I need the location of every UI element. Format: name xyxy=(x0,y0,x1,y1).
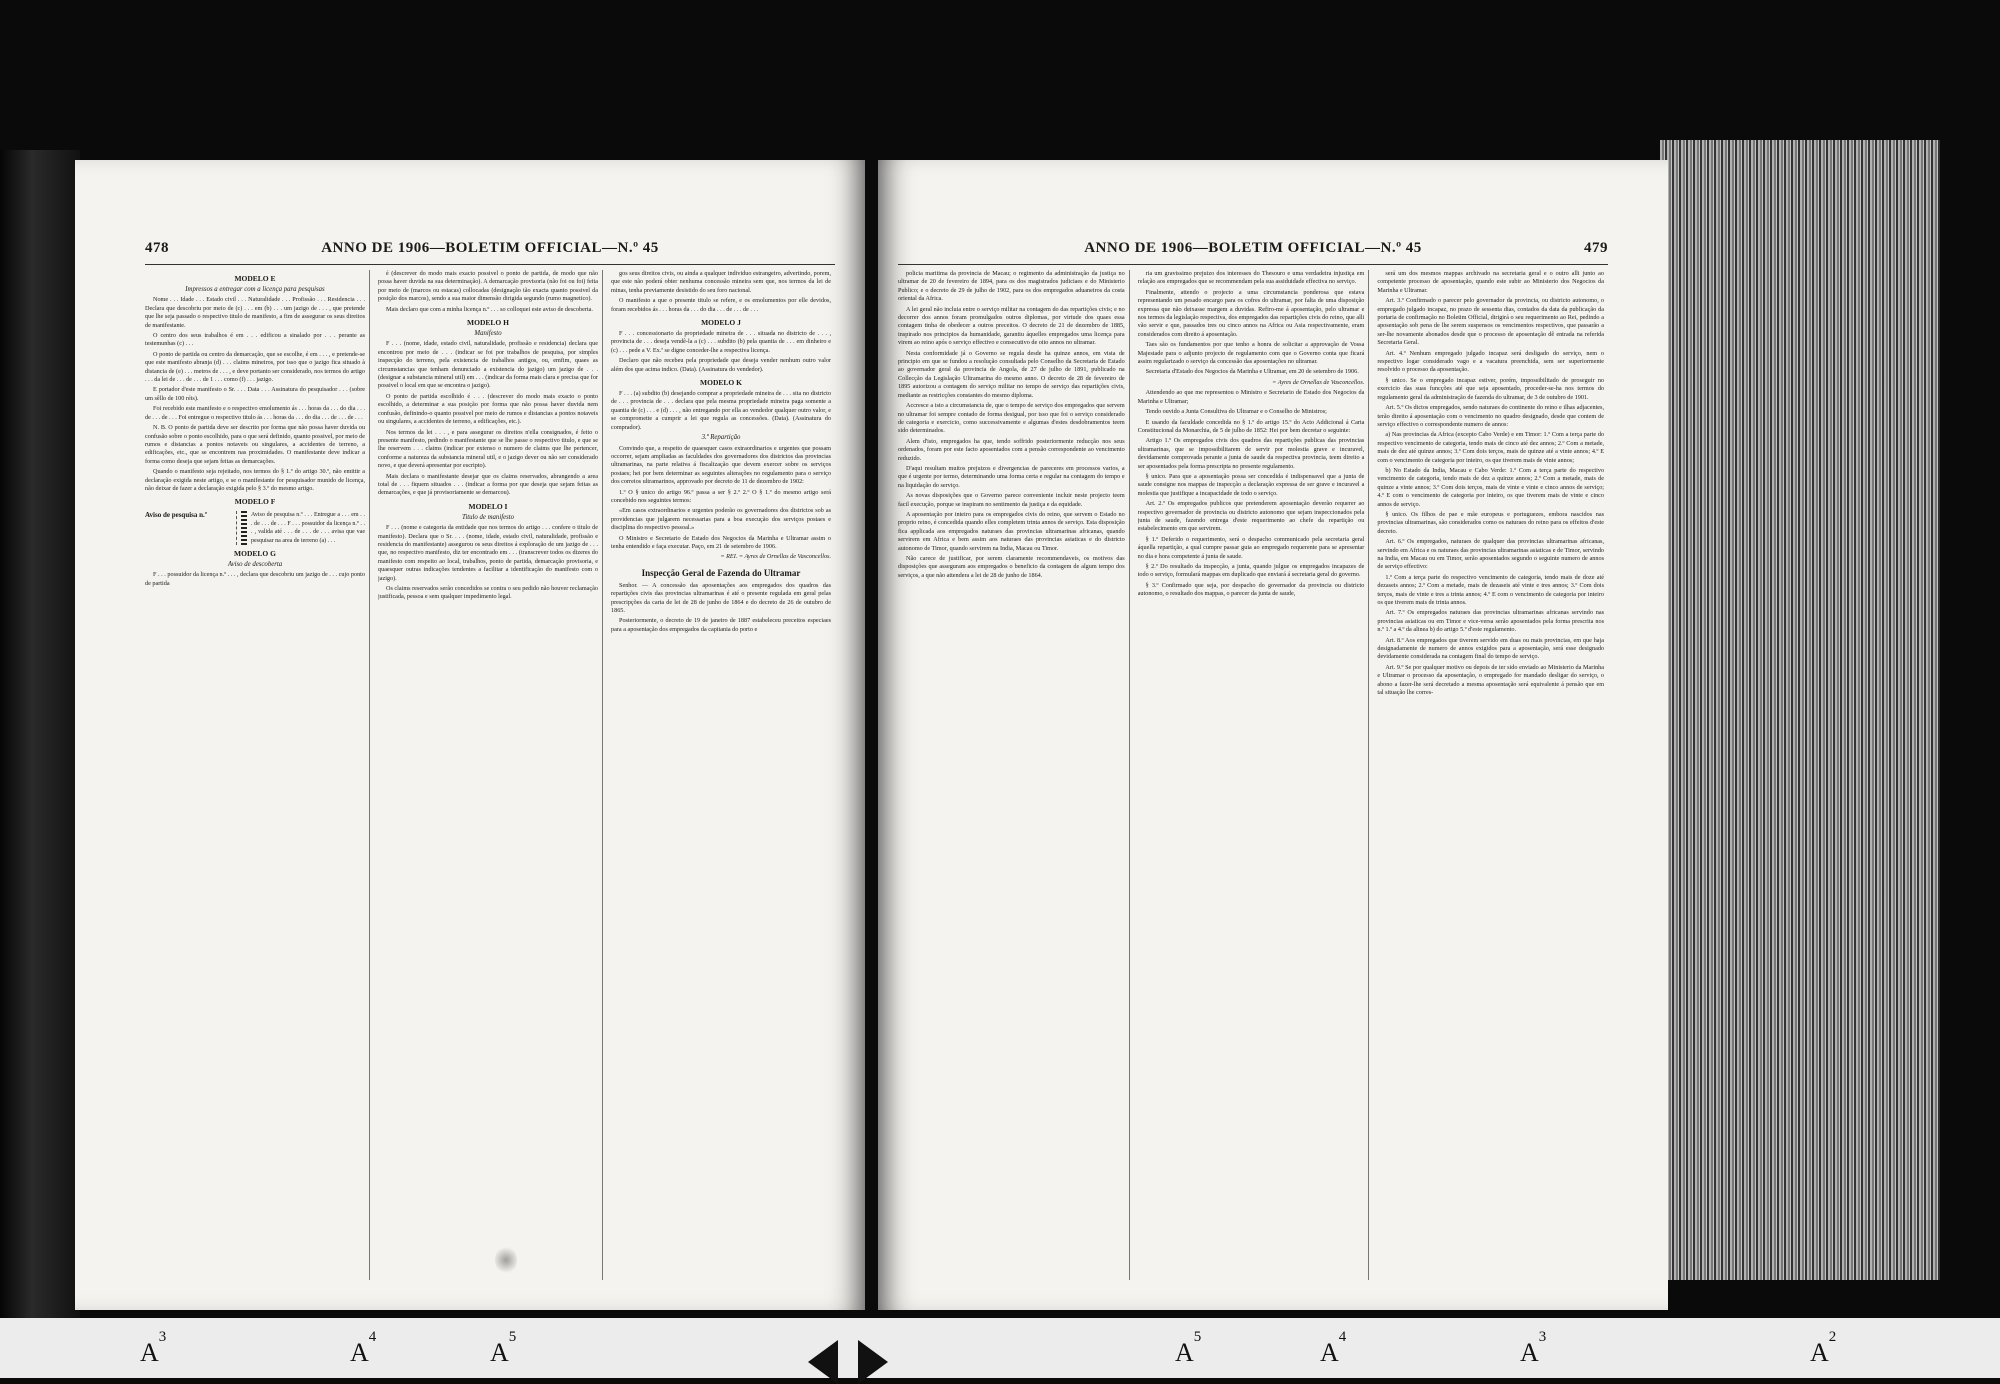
paragraph: O manifesto a que o presente titulo se refere, e os emolumentos por elle devidos, foram recebidos ás . . . horas da . . . do dia . . . de . . . de . . . xyxy=(611,297,831,313)
right-page-number: 479 xyxy=(1584,240,1608,256)
paragraph: Art. 3.º Confirmado o parecer pelo governador da provincia, ou districto autonomo, o empregado julgado incapaz, no prazo de sessenta dias, contados da data da publicação da portaria de confirmação no Boletim Official, dirigirá o seu requerimento ao Rei, pedindo a aposentação sob pena de lhe serem suspensos os vencimentos respectivos, que passarão a ser-lhe novamente abonados desde que o processo de aposentação dê entrada na referida Secretaria Geral. xyxy=(1377,297,1605,347)
paragraph: Artigo 1.º Os empregados civis dos quadros das repartições publicas das provincias ultramarinas, que se impossibilitarem de servir por molestia grave e incuravel, devidamente comprovada perante a junta de saude da respectiva provincia, teem direito a ser aposentados pela forma prescripta no presente regulamento. xyxy=(1137,437,1365,470)
paragraph: Tendo ouvido a Junta Consultiva do Ultramar e o Conselho de Ministros; xyxy=(1145,408,1327,416)
target-label: $A^3$ xyxy=(1520,1329,1547,1367)
paragraph: ria um gravissimo prejuizo dos interesses do Thesouro e uma verdadeira injustiça em relação aos empregados que se recommendam pela sua assiduidade effectiva no serviço. xyxy=(1137,270,1365,286)
left-col-1 xyxy=(145,270,370,1280)
paragraph: «Em casos extraordinarios e urgentes poderão os governadores dos districtos sob as providencias que julgarem necessarias para a boa execução dos serviços postaes e disciplina do respectivo pessoal.» xyxy=(611,507,831,532)
signature-line: = Ayres de Ornellas de Vasconcellos. xyxy=(1272,378,1365,386)
paragraph: Mais declara o manifestante desejar que os claims reservados, abrangendo a area total de . . . fiquem situados . . . (indicar a forma por que deseja que sejam feitas as demarcações, e que já provisoriamente se demarcou). xyxy=(378,472,598,497)
aviso-body: Aviso de pesquisa n.º . . . Entregue a . . . em . . . de . . . de . . . F . . . possuidor da licença n.º . . . , valida até . . . de . . . de . . . avisa que vae pesquisar na area de terreno (a) . . . xyxy=(251,512,365,544)
right-col-1 xyxy=(898,270,1130,1280)
paragraph: será um dos mesmos mappas archivado na secretaria geral e o outro alli junto ao competente processo de aposentação, quando este subir ao Ministerio dos Negocios da Marinha e Ultramar. xyxy=(1377,270,1605,294)
left-page xyxy=(75,160,865,1310)
paragraph: Art. 4.º Nenhum empregado julgado incapaz será desligado do serviço, nem o respectivo logar considerado vago e a vacatura preenchida, sem ser superiormente resolvido o processo da aposentação. xyxy=(1377,349,1605,374)
paragraph: Art. 8.º Aos empregados que tiverem servido em duas ou mais provincias, em que haja designadamente de numero de annos exigidos para a aposentação, será esse designado devidamente considerada na contagem final do tempo de serviço. xyxy=(1377,636,1605,661)
paragraph: A lei geral não incluia entre o serviço militar na contagem do das repartições civis; e no decorrer dos annos foram promulgados outros diplomas, por virtude dos quaes essa contagem tinha de obedecer a outros preceitos. O decreto de 21 de dezembro de 1885, inspirado nos principios da humanidade, garantiu áquelles empregados uma licença para virem ao reino após o serviço effectivo e consecutivo de oito annos no ultramar. xyxy=(898,305,1125,347)
right-page-header xyxy=(898,240,1608,262)
modelo-h-subheading: Manifesto xyxy=(474,330,502,338)
aviso-stub-label: Aviso de pesquisa n.º xyxy=(145,511,208,520)
paragraph: Art. 2.º Os empregados publicos que pretenderem aposentação deverão requerer ao respectivo governador de provincia ou districto autonomo que sejam inspeccionados pela junta de saude, fazendo entrega d'este requerimento ao chefe da repartição ou estabelecimento em que servirem. xyxy=(1137,500,1365,533)
left-columns xyxy=(145,270,835,1280)
signature-line: = REI. = Ayres de Ornellas de Vasconcellos. xyxy=(720,553,831,561)
aviso-form xyxy=(145,511,365,545)
paragraph: Senhor. — A concessão das aposentações aos empregados dos quadros das repartições civis das provincias ultramarinas é até o presente regulada em geral pelas prescripções da carta de lei de 28 de junho de 1864 e do decreto de 26 de outubro de 1865. xyxy=(611,581,831,614)
paragraph: F . . . concessionario da propriedade mineira de . . . situada no districto de . . . , provincia de . . . deseja vendê-la a (c) . . . subdito (b) pela quantia de . . . em dinheiro e (c) . . . pede a V. Ex.ª se digne conceder-lhe a respectiva licença. xyxy=(611,330,831,354)
ink-blot xyxy=(495,1245,517,1275)
modelo-f-heading: MODELO F xyxy=(234,497,276,507)
paragraph: Os claims reservados serão concedidos se contra o seu pedido não houver reclamação justificada, pessoa e sem qualquer impedimento legal. xyxy=(378,585,599,601)
left-page-number: 478 xyxy=(145,240,169,256)
paragraph: Quando o manifesto seja rejeitado, nos termos do § 1.º do artigo 30.º, não emittir a declaração exigida neste artigo, e se o manifestante for pesquisador munido de licença, não deixar de fazer a declaração exigida pelo § 3.º do mesmo artigo. xyxy=(145,468,365,492)
paragraph: Taes são os fundamentos por que tenho a honra de solicitar a approvação de Vossa Majestade para o adjunto projecto de regulamento com que o Governo conta que ficará assim regularizado o serviço da concessão das aposentações no ultramar. xyxy=(1137,341,1365,366)
paragraph: Art. 5.º Os dictos empregados, sendo naturaes do continente do reino e ilhas adjacentes, terão direito á aposentação com o vencimento no quadro designado, desde que contem de serviço effectivo o correspondente numero de annos: xyxy=(1377,404,1605,428)
paragraph: § unico. Se o empregado incapaz estiver, porém, impossibilitado de proseguir no exercicio das suas funcções até que seja aposentado, proceder-se-ha nos termos do regulamento geral da administração de fazenda do ultramar, de 3 de outubro de 1901. xyxy=(1377,376,1605,401)
right-col-2 xyxy=(1138,270,1370,1280)
modelo-i-heading: MODELO I xyxy=(468,501,508,511)
paragraph: Art. 6.º Os empregados, naturaes de qualquer das provincias ultramarinas africanas, servindo em Africa e os naturaes das provincias ultramarinas asiaticas e de Timor, servindo na India, em Macau ou em Timor, serão aposentados segundo o seguinte numero de annos de serviço effectivo: xyxy=(1377,538,1605,571)
paragraph: O ponto de partida ou centro da demarcação, que se escolhe, é em . . . , e pretende-se que este manifesto abranja (d) . . . claims mineiros, por isso que o jazigo fica situado à distancia de (e) . . . metros de . . . , e deve portanto ser considerado, nos termos do artigo . . . da lei de . . . de . . . de 1 . . . como (f) . . . jazigo. xyxy=(145,350,365,384)
modelo-h-heading: MODELO H xyxy=(467,318,509,328)
paragraph: Convindo que, a respeito de quaesquer casos extraordinarios e urgentes que possam occorrer, sejam ampliadas as faculdades dos governadores dos districtos das provincias ultramarinas, na parte relativa á fiscalização que devem exercer sobre os serviços postaes; hei por bem determinar as seguintes alterações no regulamento para o serviço dos correios ultramarinos, approvado por decreto de 11 de dezembro de 1902: xyxy=(611,444,831,486)
paragraph: F . . . (nome e categoria da entidade que nos termos do artigo . . . confere o titulo de manifesto). Declara que o Sr. . . . (nome, idade, estado civil, naturalidade, profissão e residencia do manifestante) assegurou os seus direitos á exploração de um jazigo de . . . que, no respectivo manifesto, diz ter encontrado em . . . (transcrever todos os dizeres do manifesto com respeito ao local, trabalhos, ponto de partida, demarcação provisoria, e quaesquer outras indicações tendentes a facilitar a identificação do manifesto com o jazigo). xyxy=(378,524,598,582)
paragraph: Attendendo ao que me representou o Ministro e Secretario de Estado dos Negocios da Marinha e Ultramar; xyxy=(1137,389,1365,405)
paragraph: é (descrever do modo mais exacto possivel o ponto de partida, de modo que não possa haver duvida na sua determinação). A demarcação provisoria (não foi ou foi) feita por meio de (marcos ou estacas) collocadas (designação tão exacta quanto possivel da posição dos marcos), sendo a sua maior dimensão dirigida segundo (rumo magnetico). xyxy=(378,270,598,303)
modelo-e-subheading: Impressos a entregar com a licença para pesquisas xyxy=(185,286,325,293)
paragraph: § 3.º Confirmado que seja, por despacho do governador da provincia ou districto autonomo, o resultado dos mappas, o parecer da junta de saude, xyxy=(1137,581,1365,598)
right-page xyxy=(878,160,1668,1310)
paragraph: Nome . . . Idade . . . Estado civil . . . Naturalidade . . . Profissão . . . Residencia . . . Declara que descobriu por meio de (c) . . . em (b) . . . um jazigo de . . . , que pretende que lhe seja passado o respectivo titulo de manifesto, a fim de assegurar os seus direitos de manifestante. xyxy=(145,296,365,329)
paragraph: § unico. Para que a aposentação possa ser concedida é indispensavel que a junta de saude consigne nos mappas de inspecção a declaração expressa de ser grave e incuravel a molestia que justifique a incapacidade de todo o serviço. xyxy=(1137,472,1365,497)
left-arrow-icon xyxy=(808,1340,838,1384)
paragraph: policia maritima da provincia de Macau; o regimento da administração da justiça no ultramar de 20 de fevereiro de 1894, para os dos magistrados judiciaes e do Ministerio Publico; e o decreto de 29 de julho de 1902, para os dos empregados aduaneiros da costa oriental da Africa. xyxy=(898,270,1125,303)
paragraph: Não carece de justificar, por serem claramente recommendaveis, os motivos das disposições que asseguram aos empregados o beneficio da contagem de algum tempo dos serviços, a que não attendera a lei de 28 de junho de 1864. xyxy=(898,555,1125,579)
paragraph: Nesta conformidade já o Governo se regula desde ha quinze annos, em vista de principio em que se fundou a resolução consultada pelo Conselho da Secretaria de Estado ao governador geral da provincia de Angola, de 27 de julho de 1891, publicado na Collecção da Legislação Ultramarina do mesmo anno. O decreto de 28 de fevereiro de 1895 autorizou a contagem do serviço militar no tempo de serviço das repartições civis, mediante as restricções constantes do mesmo diploma. xyxy=(898,349,1125,399)
target-label: $A^4$ xyxy=(1320,1329,1347,1367)
paragraph: F . . . possuidor da licença n.º . . . , declara que descobriu um jazigo de . . . cujo ponto de partida xyxy=(145,571,365,587)
right-col-3 xyxy=(1377,270,1608,1280)
right-arrow-icon xyxy=(858,1340,888,1384)
paragraph: Mais declaro que com a minha licença n.º . . . so colloquei este aviso de descoberta. xyxy=(386,305,593,313)
modelo-g-heading: MODELO G xyxy=(234,548,276,558)
paragraph: O ponto de partida escolhido é . . . (descrever do modo mais exacto o ponto escolhido, a determinar a sua posição por forma que não possa haver duvida nem confusão, definindo-o quanto possivel por meio de rumos e distancias a pontos notaveis ou singulares, a accidentes de terreno, a edificações, etc.). xyxy=(378,392,598,426)
paragraph: Declaro que não recebeu pela propriedade que deseja vender nenhum outro valor além dos que acima indico. (Data). (Assinatura do vendedor). xyxy=(611,357,831,373)
perforation-line xyxy=(241,511,247,545)
paragraph: Secretaria d'Estado dos Negocios da Marinha e Ultramar, em 20 de setembro de 1906. xyxy=(1145,368,1359,376)
paragraph: E portador d'este manifesto o Sr. . . . Data . . . Assinatura do pesquisador . . . (sobre um sêllo de 100 réis). xyxy=(145,386,365,402)
target-label: $A^2$ xyxy=(1810,1329,1837,1367)
left-page-header xyxy=(145,240,835,262)
section-heading: 3.ª Repartição xyxy=(701,434,741,442)
right-running-title: ANNO DE 1906—BOLETIM OFFICIAL—N.º 45 xyxy=(1084,240,1422,256)
target-label: $A^3$ xyxy=(140,1329,167,1367)
inspeccao-heading: Inspecção Geral de Fazenda do Ultramar xyxy=(641,567,801,578)
header-rule xyxy=(898,264,1608,265)
paragraph: 1.º Com a terça parte do respectivo vencimento de categoria, tendo mais de doze até dezaseis annos; 2.º Com a metade, mais de dezaseis até vinte e tres annos; 3.º Com dois terços, mais de vinte e tres a trinta annos; 4.º E com o vencimento de categoria por inteiro os que tiverem mais de trinta annos. xyxy=(1377,573,1605,607)
target-label: $A^5$ xyxy=(1175,1329,1202,1367)
paragraph: Art. 7.º Os empregados naturaes das provincias ultramarinas africanas servindo nas provincias asiaticas ou em Timor e vice-versa serão aposentados pela forma prescrita nos n.º 1.º a 4.º da alinea b) do artigo 5.º d'este regulamento. xyxy=(1377,609,1605,634)
paragraph: gos seus direitos civis, ou ainda a qualquer individuo estrangeiro, advertindo, porem, que este não poderá obter nenhuma concessão mineira sem que, nos termos da lei de minas, tenha previamente desistido do seu foro nacional. xyxy=(611,270,831,294)
modelo-j-heading: MODELO J xyxy=(701,318,741,328)
left-col-3 xyxy=(611,270,835,1280)
target-label: $A^5$ xyxy=(490,1329,517,1367)
modelo-e-heading: MODELO E xyxy=(234,274,276,283)
paragraph: a) Nas provincias da Africa (excepto Cabo Verde) e em Timor: 1.º Com a terça parte do respectivo vencimento de categoria, tendo mais de cinco até dez annos; 2.º Com a metade, mais de dez até quinze annos; 3.º Com dois terços, mais de quinze até a vinte annos; 4.º E com o vencimento de categoria por inteiro, os que tiverem mais de vinte annos; xyxy=(1377,431,1605,464)
paragraph: O Ministro e Secretario de Estado dos Negocios da Marinha e Ultramar assim o tenha entendido e faça executar. Paço, em 21 de setembro de 1906. xyxy=(611,534,831,550)
left-running-title: ANNO DE 1906—BOLETIM OFFICIAL—N.º 45 xyxy=(321,240,659,256)
paragraph: N. B. O ponto de partida deve ser descrito por forma que não possa haver duvida ou confusão sobre o ponto escolhido, para o que será definido, quanto possivel, por meio de rumos e distancias a pontos notaveis ou singulares, a accidentes de terreno, a edificações, etc., que se encontrem nas proximidades. O manifestante deve indicar a forma como deseja que sejam feitas as demarcações. xyxy=(145,424,365,465)
modelo-g-subheading: Aviso de descoberta xyxy=(227,560,283,568)
aviso-stub xyxy=(145,511,237,545)
right-columns xyxy=(898,270,1608,1280)
page-edges-right xyxy=(1660,140,1940,1280)
paragraph: Accresce a isto a circumstancia de, que o tempo de serviço dos empregados que servem no ultramar foi sempre contado de forma desigual, por isso que foi o serviço considerado de categoria e exercicio, como successivamente e algumas d'estes desdobramentos teem sido determinados. xyxy=(898,402,1125,435)
paragraph: As novas disposições que o Governo parece conveniente incluir neste projecto teem facil execução, porque se inspiram no sentimento da justiça e da equidade. xyxy=(898,492,1125,508)
paragraph: § 2.º Do resultado da inspecção, a junta, quando julgue os empregados incapazes de todo o serviço, formulará mappas em duplicado que enviará á secretaria geral do governo. xyxy=(1137,563,1365,579)
paragraph: A aposentação por inteiro para os empregados civis do reino, que servem o Estado no proprio reino, é concedida quando elles completem trinta annos de serviço. Esta disposição fica applicada aos empregados naturaes das provincias ultramarinas africanas, quando servirem em Africa e bem assim aos naturaes das provincias asiaticas e do districto autonomo de Timor, quando servirem na India, Macau ou Timor. xyxy=(898,510,1125,552)
book-binding-left xyxy=(0,150,80,1330)
paragraph: b) No Estado da India, Macau e Cabo Verde: 1.º Com a terça parte do respectivo vencimento de categoria, tendo mais de dez a quinze annos; 2.º Com a metade, mais de quinze a vinte annos; 3.º Com dois terços, mais de vinte e vinte e cinco annos de serviço; 4.º E com o vencimento de categoria por inteiro, os que tiverem mais de vinte e cinco annos de serviço. xyxy=(1377,466,1605,508)
paragraph: Art. 9.º Se por qualquer motivo ou depois de ter sido enviado ao Ministerio da Marinha e Ultramar o processo da aposentação, o empregado for mandado desligar do serviço, o abono a fazer-lhe será decretado a mesma aposentação será equivalente á pensão que em tal situação lhe corres- xyxy=(1377,663,1605,697)
paragraph: O centro dos seus trabalhos é em . . . edificou a sinalado por . . . perante as testemunhas (c) . . . xyxy=(145,332,365,348)
header-rule xyxy=(145,264,835,265)
modelo-k-heading: MODELO K xyxy=(700,378,742,388)
left-col-2 xyxy=(378,270,603,1280)
scanner-target-strip xyxy=(0,1318,2000,1378)
paragraph: 1.º O § unico do artigo 96.º passa a ser § 2.º 2.º O § 1.º do mesmo artigo será concebido nos seguintes termos: xyxy=(611,488,831,504)
target-label: $A^4$ xyxy=(350,1329,377,1367)
paragraph: Posteriormente, o decreto de 19 de janeiro de 1887 estabeleceu preceitos especiaes para a aposentação dos empregados da capitania do porto e xyxy=(611,617,831,633)
paragraph: Alem d'isto, empregados ha que, tendo soffrido posteriormente reducção nos seus ordenados, foram por este facto aposentados com a pensão correspondente ao vencimento reduzido. xyxy=(898,437,1125,462)
paragraph: E usando da faculdade concedida no § 1.º do artigo 15.º do Acto Addicional á Carta Constitucional da Monarchia, de 5 de julho de 1852: Hei por bem decretar o seguinte: xyxy=(1137,418,1365,434)
paragraph: Finalmente, attendo o projecto a uma circumstancia ponderosa que estava representando um pesado encargo para os cofres do ultramar, por falta de uma disposição expressa que não deixasse margem a duvidas. Refiro-me á aposentação, pelo ultramar e nos termos da legislação respectiva, dos empregados das repartições civis do reino, que alli vão servir e que, passados tres ou cinco annos na Africa ou Asia respectivamente, eram considerados com direito á aposentação. xyxy=(1137,288,1365,338)
paragraph: Foi recebido este manifesto e o respectivo emolumento ás . . . horas da . . . do dia . . . de . . . de . . . Foi entregue o respectivo titulo ás . . . horas da . . . do dia . . . de . . . de . . . xyxy=(145,405,365,421)
paragraph: D'aqui resultam muitos prejuizos e divergencias de pareceres em processos varios, a que é urgente por termo, determinando uma forma certa e regular na contagem do tempo e na liquidação do serviço. xyxy=(898,464,1125,489)
paragraph: F . . . (nome, idade, estado civil, naturalidade, profissão e residencia) declara que encontrou por meio de . . . (indicar se foi por trabalhos de pesquisa, por simples inspecção do terreno, pela existencia de trabalhos antigos, ou, emfim, quaes as circumstancias que tenham denunciado a existencia do jazigo) um jazigo de . . . (designar a substancia mineral util) em . . . (indicar da forma mais clara e precisa que for possivel o local em que se encontra o jazigo). xyxy=(378,340,598,390)
paragraph: F . . . (a) subdito (b) desejando comprar a propriedade mineira de . . . sita no districto de . . . provincia de . . . declara que pela mesma propriedade mineira paga somente a quantia de (c) . . . e (d) . . . , não entregando por ella ao vendedor qualquer outro valor, e se compromette a cumprir a lei que regula as concessões. (Data). (Assinatura do comprador). xyxy=(611,390,831,431)
paragraph: Nos termos da lei . . . , e para assegurar os direitos n'ella consignados, é feito o presente manifesto, pedindo o manifestante que se lhe passe o respectivo titulo, e que se lhe reservem . . . claims (indicar por extenso o numero de claims que lhe pertencer, conforme a natureza da substancia mineral util, e o jazigo dever ou não ser considerado novo, e que deverá apresentar por escripto). xyxy=(378,428,598,470)
paragraph: § 1.º Deferido o requerimento, será o despacho communicado pela secretaria geral áquella repartição, a qual cumpre passar guia ao empregado requerente para se apresentar no dia e hora competente á junta de saude. xyxy=(1137,535,1365,560)
modelo-i-subheading: Titulo de manifesto xyxy=(461,513,515,521)
paragraph: § unico. Os filhos de pae e mãe europeus e portuguezes, embora nascidos nas provincias ultramarinas, são considerados como os naturaes do reino para os effeitos d'este decreto. xyxy=(1377,510,1605,535)
